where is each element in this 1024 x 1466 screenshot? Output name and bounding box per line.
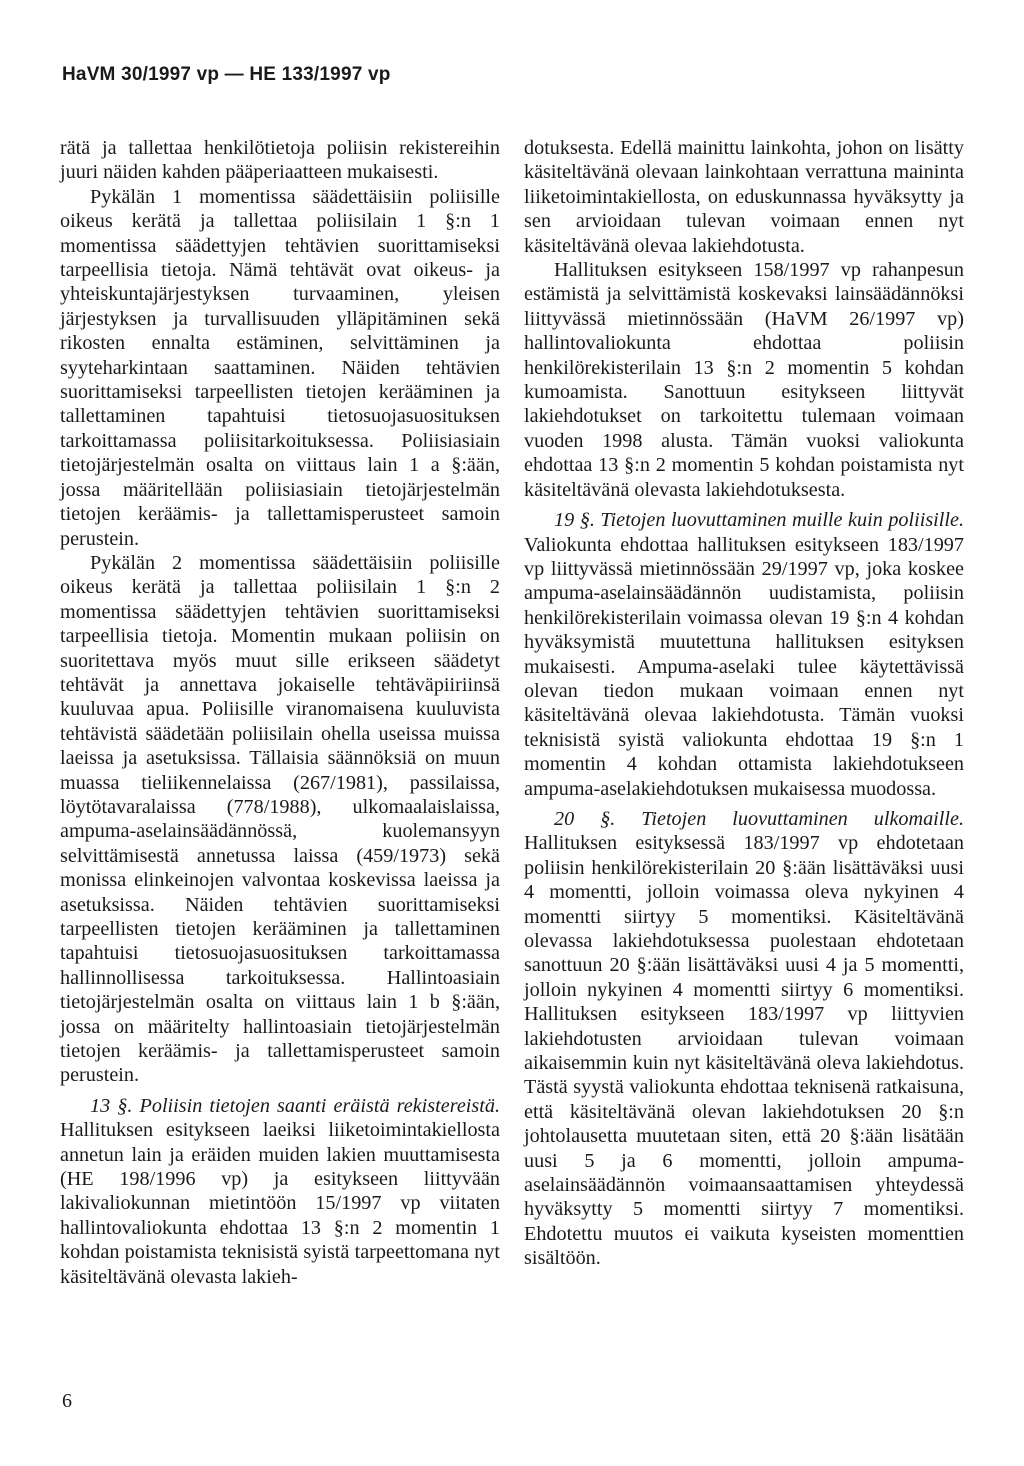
section-19: [524, 508, 964, 801]
section-text: Hallituksen esitykseen laeiksi liiketoimintakiellosta annetun lain ja eräiden muiden lakien muuttamisesta (HE 198/1996 vp) ja esitykseen liittyvään lakivaliokunnan mietintöön 15/1997 vp viitaten hallintovaliokunta ehdottaa 13 §:n 2 momentin 1 kohdan poistamista teknisistä syistä tarpeettomana nyt käsiteltävänä olevasta lakieh-: [60, 1119, 500, 1288]
section-20: [524, 807, 964, 1271]
section-text: Hallituksen esityksessä 183/1997 vp ehdotetaan poliisin henkilörekisterilain 20 §:ään lisättäväksi uusi 4 momentti, jolloin voimassa oleva nykyinen 4 momentti siirtyy 5 momentiksi. Käsiteltävänä olevassa lakiehdotuksessa puolestaan ehdotetaan sanottuun 20 §:ään lisättäväksi uusi 4 ja 5 momentti, jolloin nykyinen 4 momentti siirtyy 6 momentiksi. Hallituksen esitykseen 183/1997 vp liittyvien lakiehdotusten arvioidaan tulevan voimaan aikaisemmin kuin nyt käsiteltävänä oleva lakiehdotus. Tästä syystä valiokunta ehdottaa teknisenä ratkaisuna, että käsiteltävänä olevan lakiehdotuksen 20 §:n johtolausetta muutetaan siten, että 20 §:ään lisätään uusi 5 ja 6 momentti, jolloin ampuma-aselainsäädännön voimaansaattamisen yhteydessä hyväksytty 5 momentti siirtyy 7 momentiksi. Ehdotettu muutos ei vaikuta kyseisten momenttien sisältöön.: [524, 832, 964, 1270]
section-number: 19 §.: [554, 509, 595, 532]
paragraph: Hallituksen esitykseen 158/1997 vp rahanpesun estämistä ja selvittämistä koskevaksi lainsäädännöksi liittyvässä mietinnössään (HaVM 26/1997 vp) hallintovaliokunta ehdottaa poliisin henkilörekisterilain 13 §:n 2 momentin 5 kohdan kumoamista. Sanottuun esitykseen liittyvät lakiehdotukset on tarkoitettu tulemaan voimaan vuoden 1998 alusta. Tämän vuoksi valiokunta ehdottaa 13 §:n 2 momentin 5 kohdan poistamista nyt käsiteltävänä olevasta lakiehdotuksesta.: [524, 259, 964, 501]
section-title: Poliisin tietojen saanti eräistä rekistereistä.: [139, 1094, 500, 1117]
paragraph: Pykälän 2 momentissa säädettäisiin poliisille oikeus kerätä ja tallettaa poliisilain 1 §:n 2 momentissa säädettyjen tehtävien suorittamiseksi tarpeellisia tietoja. Momentin mukaan poliisin on suoritettava myös muut sille erikseen säädetyt tehtävät ja annettava jokaiselle tehtäväpiiriinsä kuuluvaa apua. Poliisille viranomaisena kuuluvista tehtävistä säädetään poliisilain ohella useissa muissa laeissa ja asetuksissa. Tällaisia säännöksiä on muun muassa tieliikennelaissa (267/1981), passilaissa, löytötavaralaissa (778/1988), ulkomaalaislaissa, ampuma-aselainsäädännössä, kuolemansyyn selvittämisestä annetussa laissa (459/1973) sekä monissa elinkeinojen valvontaa koskevissa laeissa ja asetuksissa. Näiden tehtävien suorittamiseksi tarpeellisten tietojen kerääminen ja tallettaminen tapahtuisi tietosuojasuosituksen tarkoittamassa hallinnollisessa tarkoituksessa. Hallintoasiain tietojärjestelmän osalta on viittaus lain 1 b §:ään, jossa on määritelty hallintoasiain tietojärjestelmän tietojen keräämis- ja tallettamisperusteet samoin perustein.: [60, 551, 500, 1087]
section-title: Tietojen luovuttaminen muille kuin poliisille.: [600, 509, 965, 532]
section-text: Valiokunta ehdottaa hallituksen esitykseen 183/1997 vp liittyvässä mietinnössään 29/1997 vp, joka koskee ampuma-aselainsäädännön uudistamista, poliisin henkilörekisterilain voimassa olevan 19 §:n 4 kohdan hyväksymistä muutettuna hallituksen esityksen mukaisesti. Ampuma-aselaki tulee käytettävissä olevan tiedon mukaan voimaan ennen nyt käsiteltävänä olevaa lakiehdotusta. Tämän vuoksi teknisistä syistä valiokunta ehdottaa 19 §:n 1 momentin 4 kohdan ottamista lakiehdotukseen ampuma-aselakiehdotuksen mukaisessa muodossa.: [524, 533, 964, 800]
section-title: Tietojen luovuttaminen ulkomaille.: [641, 807, 965, 830]
page-number: 6: [62, 1390, 72, 1412]
left-column: [60, 136, 500, 1289]
section-number: 13 §.: [90, 1094, 133, 1117]
section-number: 20 §.: [554, 807, 616, 830]
right-column: [524, 136, 964, 1271]
paragraph: Pykälän 1 momentissa säädettäisiin poliisille oikeus kerätä ja tallettaa poliisilain 1 §:n 1 momentissa säädettyjen tehtävien suorittamiseksi tarpeellisia tietoja. Nämä tehtävät ovat oikeus- ja yhteiskuntajärjestyksen turvaaminen, yleisen järjestyksen ja turvallisuuden ylläpitäminen sekä rikosten ennalta estäminen, selvittäminen ja syyteharkintaan saattaminen. Näiden tehtävien suorittamiseksi tarpeellisten tietojen kerääminen ja tallettaminen tapahtuisi tietosuojasuosituksen tarkoittamassa poliisitarkoituksessa. Poliisiasiain tietojärjestelmän osalta on viittaus lain 1 a §:ään, jossa määritellään poliisiasiain tietojärjestelmän tietojen keräämis- ja tallettamisperusteet samoin perustein.: [60, 185, 500, 550]
paragraph: rätä ja tallettaa henkilötietoja poliisin rekistereihin juuri näiden kahden pääperiaatteen mukaisesti.: [60, 137, 500, 184]
page-header: HaVM 30/1997 vp — HE 133/1997 vp: [62, 64, 391, 85]
paragraph: dotuksesta. Edellä mainittu lainkohta, johon on lisätty käsiteltävänä olevaan lainkohtaan verrattuna maininta liiketoimintakiellosta, on eduskunnassa hyväksytty ja sen arvioidaan tulevan voimaan ennen nyt käsiteltävänä olevaa lakiehdotusta.: [524, 137, 964, 257]
section-13: [60, 1094, 500, 1289]
